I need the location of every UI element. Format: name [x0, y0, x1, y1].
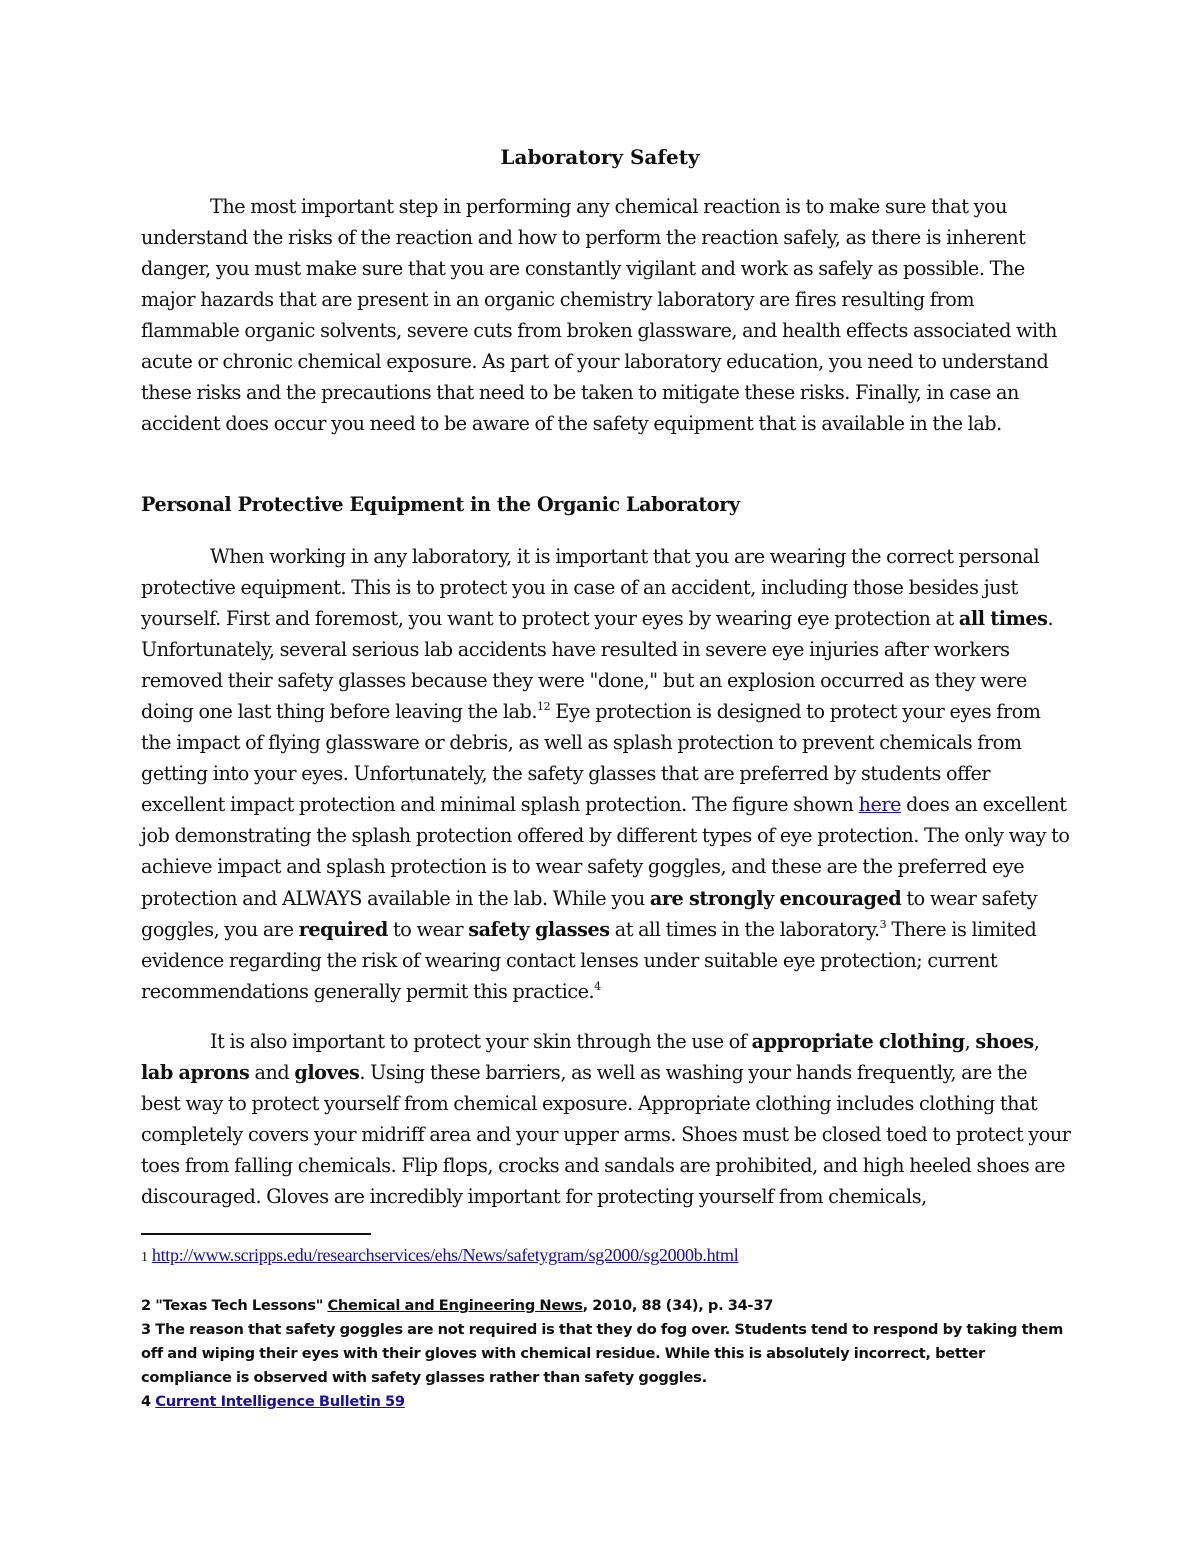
ppe-text: does an excellent job demonstrating the splash protection offered by different types of eye protection. The only way to achieve impact and splash protection is to wear safety goggles, and these are the preferred eye protection and ALWAYS available in the lab. While you	[141, 793, 1070, 910]
footnote-ref-1[interactable]: 1	[537, 700, 544, 714]
ppe-text: Eye protection is designed to protect your eyes from the impact of flying glassware or debris, as well as splash protection to prevent chemicals from getting into your eyes. Unfortunately, the safety glasses that are preferred by students offer excellent impact protection and minimal splash protection. The figure shown	[141, 700, 1041, 817]
intro-text: The most important step in performing any chemical reaction is to make sure that you understand the risks of the reaction and how to perform the reaction safely, as there is inherent danger, you must make sure that you are constantly vigilant and work as safely as possible. The major hazards that are present in an organic chemistry laboratory are fires resulting from flammable organic solvents, severe cuts from broken glassware, and health effects associated with acute or chronic chemical exposure. As part of your laboratory education, you need to understand these risks and the precautions that need to be taken to mitigate these risks. Finally, in case an accident does occur you need to be aware of the safety equipment that is available in the lab.	[141, 195, 1057, 436]
footnote-3	[141, 1318, 1071, 1390]
skin-text: ,	[1033, 1030, 1040, 1053]
bold-required: required	[298, 917, 388, 941]
footnote-3-text: The reason that safety goggles are not required is that they do fog over. Students tend to respond by taking them off and wiping their eyes with their gloves with chemical residue. While this is absolutely incorrect, better compliance is observed with safety glasses rather than safety goggles.	[141, 1321, 1064, 1386]
footnote-3-number: 3	[141, 1321, 151, 1338]
footnote-2-number: 2	[141, 1297, 151, 1314]
footnote-4-link[interactable]: Current Intelligence Bulletin 59	[155, 1393, 405, 1410]
intro-paragraph	[141, 191, 1071, 439]
ppe-text: to wear	[387, 917, 469, 941]
footnote-2	[141, 1294, 1071, 1318]
footnote-4	[141, 1390, 1071, 1414]
skin-protection-paragraph	[141, 1026, 1071, 1212]
page-title: Laboratory Safety	[500, 145, 700, 169]
footnote-2-pre: "Texas Tech Lessons"	[155, 1297, 328, 1314]
bold-gloves: gloves	[294, 1061, 360, 1085]
footnote-ref-2[interactable]: 2	[543, 700, 551, 714]
skin-text: and	[249, 1061, 295, 1085]
bold-safety-glasses: safety glasses	[468, 917, 610, 941]
ppe-text: . Unfortunately, several serious lab accidents have resulted in severe eye injuries after workers removed their safety glasses because they were "done," but an explosion occurred as they were doing one last thing before leaving the lab.	[141, 607, 1054, 724]
bold-shoes: shoes	[975, 1030, 1034, 1053]
bold-lab-aprons: lab aprons	[141, 1061, 250, 1085]
ppe-text: to wear safety goggles, you are	[141, 886, 1038, 941]
figure-link[interactable]: here	[858, 793, 902, 817]
footnote-ref-3[interactable]: 3	[879, 917, 887, 931]
footnote-1-number: 1	[141, 1250, 148, 1265]
footnote-1	[141, 1241, 1071, 1272]
ppe-text: When working in any laboratory, it is important that you are wearing the correct personal protective equipment. This is to protect you in case of an accident, including those besides just yourself. First and foremost, you want to protect your eyes by wearing eye protection at	[141, 545, 1040, 631]
section-heading-ppe: Personal Protective Equipment in the Organic Laboratory	[141, 493, 740, 516]
footnote-separator	[141, 1233, 371, 1235]
footnote-ref-4[interactable]: 4	[594, 979, 601, 993]
footnote-4-number: 4	[141, 1393, 151, 1410]
bold-strongly-encouraged: are strongly encouraged	[649, 886, 902, 910]
ppe-text: There is limited evidence regarding the risk of wearing contact lenses under suitable eye protection; current recommendations generally permit this practice.	[141, 917, 1037, 1003]
skin-text: . Using these barriers, as well as washing your hands frequently, are the best way to protect yourself from chemical exposure. Appropriate clothing includes clothing that completely covers your midriff area and your upper arms. Shoes must be closed toed to protect your toes from falling chemicals. Flip flops, crocks and sandals are prohibited, and high heeled shoes are discouraged. Gloves are incredibly important for protecting yourself from chemicals,	[141, 1061, 1071, 1209]
skin-text: It is also important to protect your skin through the use of	[210, 1030, 752, 1053]
ppe-paragraph	[141, 541, 1071, 1007]
footnote-2-journal: Chemical and Engineering News	[327, 1297, 583, 1314]
ppe-text: at all times in the laboratory.	[609, 917, 880, 941]
skin-text: ,	[964, 1030, 976, 1053]
footnote-2-post: , 2010, 88 (34), p. 34-37	[582, 1297, 774, 1314]
footnote-1-link[interactable]: http://www.scripps.edu/researchservices/ehs/News/safetygram/sg2000/sg2000b.html	[151, 1245, 739, 1265]
bold-appropriate-clothing: appropriate clothing	[751, 1030, 965, 1053]
bold-all-times: all times	[958, 607, 1048, 631]
